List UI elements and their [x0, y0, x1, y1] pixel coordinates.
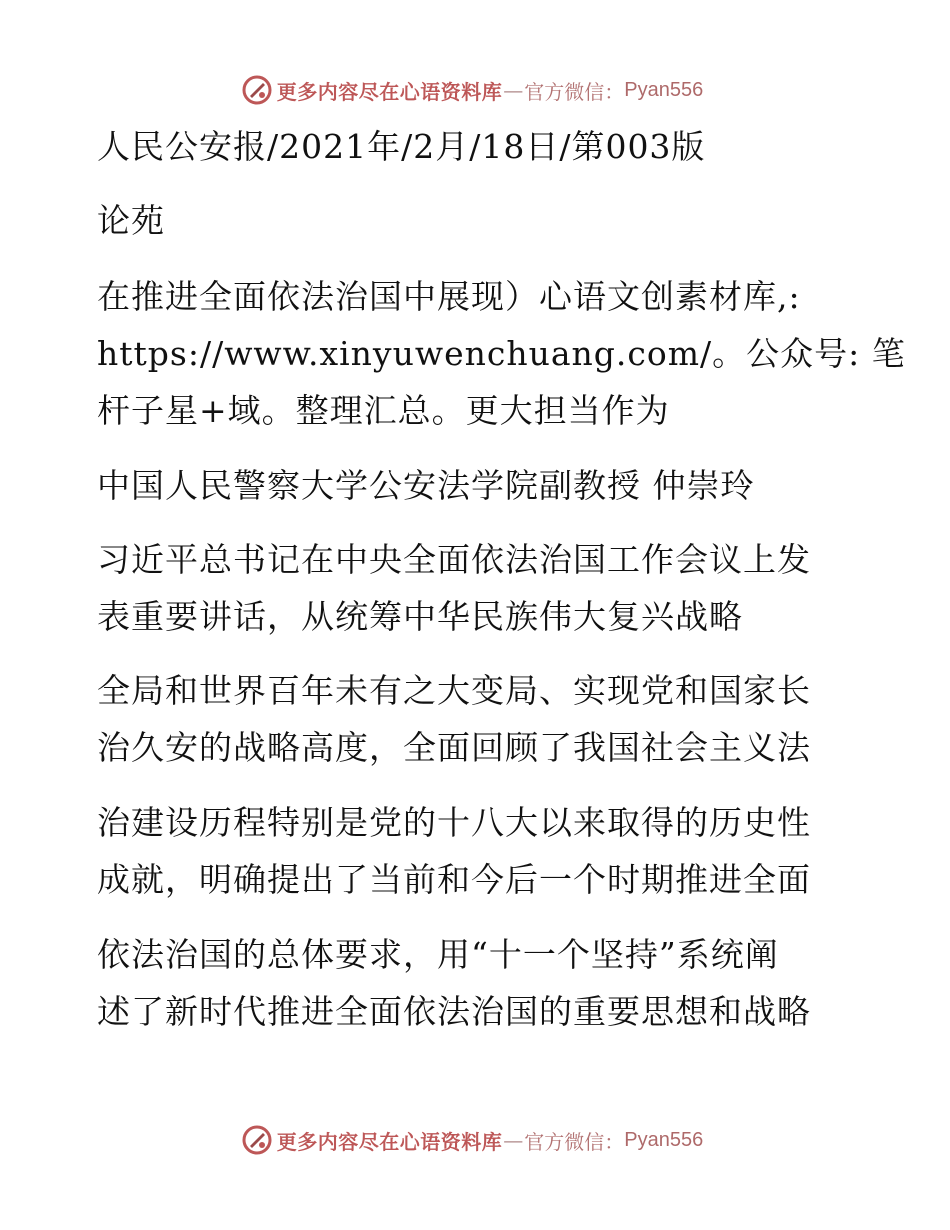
- paragraph-line: 依法治国的总体要求，用“十一个坚持”系统阐: [97, 935, 779, 974]
- paragraph-line: 述了新时代推进全面依法治国的重要思想和战略: [97, 992, 811, 1031]
- banner-dash: —: [503, 1128, 524, 1152]
- paragraph-line: 全局和世界百年未有之大变局、实现党和国家长: [97, 671, 811, 710]
- title-line-3: 杆子星+域。整理汇总。更大担当作为: [97, 391, 670, 430]
- paragraph-line: 表重要讲话，从统筹中华民族伟大复兴战略: [97, 597, 743, 636]
- title-line-2: https://www.xinyuwenchuang.com/。公众号: 笔: [97, 334, 906, 373]
- column-name: 论苑: [97, 201, 165, 240]
- banner-wechat-label: 官方微信：: [524, 1129, 625, 1154]
- paragraph-line: 治久安的战略高度，全面回顾了我国社会主义法: [97, 728, 811, 767]
- banner-wechat-id: Pyan556: [624, 1128, 704, 1151]
- author-line: 中国人民警察大学公安法学院副教授 仲崇玲: [97, 466, 755, 505]
- header-watermark-banner: [0, 70, 950, 110]
- brand-logo-icon: [241, 1124, 273, 1156]
- paragraph-line: 治建设历程特别是党的十八大以来取得的历史性: [97, 803, 811, 842]
- footer-watermark-banner: [0, 1120, 950, 1160]
- banner-main-text: 更多内容尽在心语资料库: [276, 1129, 503, 1154]
- title-line-1: 在推进全面依法治国中展现）心语文创素材库,:: [97, 277, 801, 316]
- banner-main-text: 更多内容尽在心语资料库: [276, 79, 503, 104]
- paragraph-line: 成就，明确提出了当前和今后一个时期推进全面: [97, 860, 811, 899]
- source-line: 人民公安报/2021年/2月/18日/第003版: [97, 127, 706, 166]
- banner-wechat-id: Pyan556: [624, 78, 704, 101]
- banner-dash: —: [503, 78, 524, 102]
- banner-wechat-label: 官方微信：: [524, 79, 625, 104]
- paragraph-line: 习近平总书记在中央全面依法治国工作会议上发: [97, 540, 811, 579]
- brand-logo-icon: [241, 74, 273, 106]
